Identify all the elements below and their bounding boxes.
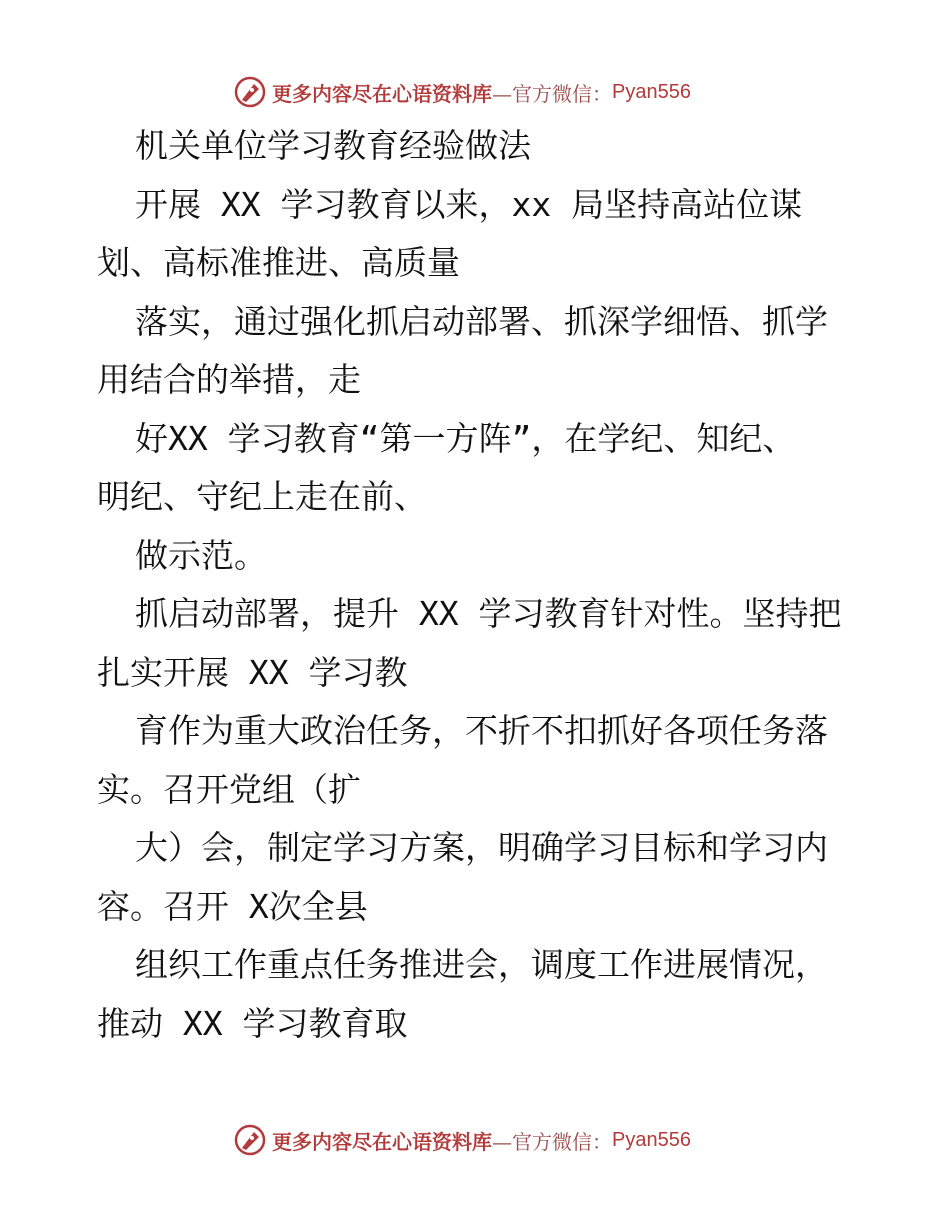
text-line: 好XX 学习教育“第一方阵”，在学纪、知纪、 [135, 418, 796, 458]
pen-nib-logo-icon [232, 1122, 268, 1158]
watermark-wechat-id: Pyan556 [612, 1128, 691, 1151]
text-line: 用结合的举措，走 [97, 360, 361, 399]
text-line: 推动 XX 学习教育取 [97, 1003, 408, 1043]
text-line: 落实，通过强化抓启动部署、抓深学细悟、抓学 [135, 301, 828, 341]
text-line: 实。召开党组（扩 [97, 769, 361, 809]
footer-watermark [232, 1120, 691, 1160]
text-line: 划、高标准推进、高质量 [97, 243, 460, 282]
text-line: 明纪、守纪上走在前、 [97, 477, 427, 516]
text-line: 容。召开 X次全县 [97, 886, 368, 926]
document-body [97, 124, 857, 1060]
header-watermark [232, 72, 691, 112]
text-line: 大）会，制定学习方案，明确学习目标和学习内 [135, 828, 828, 867]
text-line: 扎实开展 XX 学习教 [97, 652, 408, 692]
watermark-official-text: —官方微信： [492, 1129, 612, 1154]
pen-nib-logo-icon [232, 74, 268, 110]
text-line: 开展 XX 学习教育以来，xx 局坚持高站位谋 [135, 184, 803, 224]
text-line: 育作为重大政治任务，不折不扣抓好各项任务落 [135, 711, 828, 750]
text-line: 做示范。 [135, 535, 267, 575]
watermark-promo-text: 更多内容尽在心语资料库 [272, 81, 492, 106]
text-line: 抓启动部署，提升 XX 学习教育针对性。坚持把 [135, 594, 842, 633]
document-title: 机关单位学习教育经验做法 [135, 126, 531, 165]
text-line: 组织工作重点任务推进会，调度工作进展情况， [135, 945, 828, 984]
watermark-wechat-id: Pyan556 [612, 80, 691, 103]
watermark-promo-text: 更多内容尽在心语资料库 [272, 1129, 492, 1154]
watermark-official-text: —官方微信： [492, 81, 612, 106]
